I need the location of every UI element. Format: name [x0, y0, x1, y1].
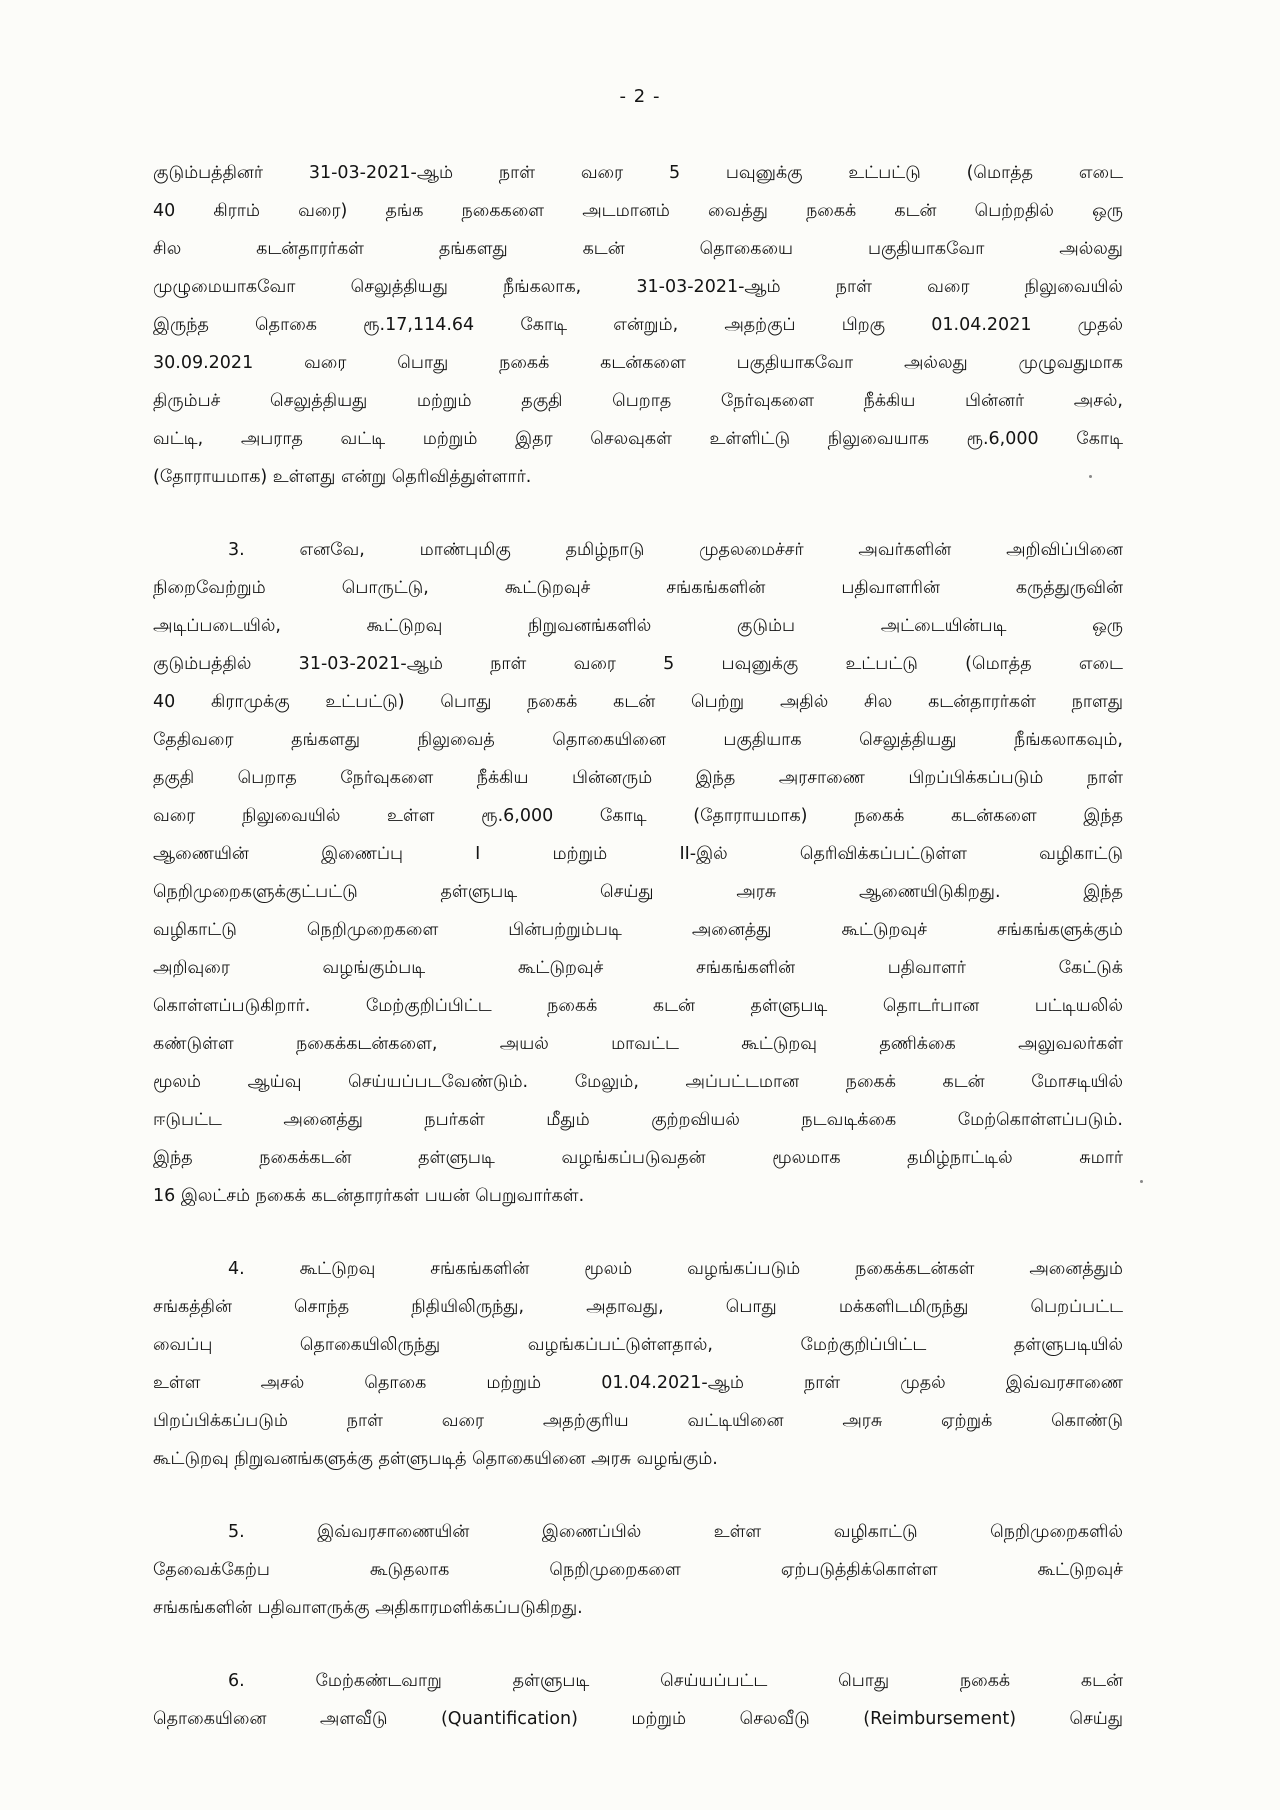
paragraph-line: அறிவுரை வழங்கும்படி கூட்டுறவுச் சங்கங்களின் பதிவாளர் கேட்டுக்	[153, 958, 1123, 978]
paragraph-line: கொள்ளப்படுகிறார். மேற்குறிப்பிட்ட நகைக் கடன் தள்ளுபடி தொடர்பான பட்டியலில்	[153, 996, 1123, 1016]
paragraph-line: 40 கிராம் வரை) தங்க நகைகளை அடமானம் வைத்து நகைக் கடன் பெற்றதில் ஒரு	[153, 201, 1123, 221]
paragraph-line: நெறிமுறைகளுக்குட்பட்டு தள்ளுபடி செய்து அரசு ஆணையிடுகிறது. இந்த	[153, 882, 1123, 902]
scan-speck	[1140, 1180, 1143, 1183]
page-number: - 2 -	[619, 86, 661, 107]
paragraph-line: வைப்பு தொகையிலிருந்து வழங்கப்பட்டுள்ளதால், மேற்குறிப்பிட்ட தள்ளுபடியில்	[153, 1335, 1123, 1355]
scan-speck	[1089, 475, 1092, 478]
paragraph-line: மூலம் ஆய்வு செய்யப்படவேண்டும். மேலும், அப்பட்டமான நகைக் கடன் மோசடியில்	[153, 1072, 1123, 1092]
paragraph-line: அடிப்படையில், கூட்டுறவு நிறுவனங்களில் குடும்ப அட்டையின்படி ஒரு	[153, 616, 1123, 636]
paragraph-line: 4. கூட்டுறவு சங்கங்களின் மூலம் வழங்கப்படும் நகைக்கடன்கள் அனைத்தும்	[228, 1259, 1123, 1279]
paragraph-continuation	[153, 154, 1123, 496]
paragraph-line: இந்த நகைக்கடன் தள்ளுபடி வழங்கப்படுவதன் மூலமாக தமிழ்நாட்டில் சுமார்	[153, 1148, 1123, 1168]
paragraph-line: குடும்பத்தினர் 31-03-2021-ஆம் நாள் வரை 5 பவுனுக்கு உட்பட்டு (மொத்த எடை	[153, 163, 1123, 183]
paragraph-line: முழுமையாகவோ செலுத்தியது நீங்கலாக, 31-03-2021-ஆம் நாள் வரை நிலுவையில்	[153, 277, 1123, 297]
paragraph-line: (தோராயமாக) உள்ளது என்று தெரிவித்துள்ளார்.	[153, 467, 532, 487]
paragraph-line: ஆணையின் இணைப்பு I மற்றும் II-இல் தெரிவிக்கப்பட்டுள்ள வழிகாட்டு	[153, 844, 1123, 864]
paragraph-line: வட்டி, அபராத வட்டி மற்றும் இதர செலவுகள் உள்ளிட்டு நிலுவையாக ரூ.6,000 கோடி	[153, 429, 1123, 449]
paragraph-line: தகுதி பெறாத நேர்வுகளை நீக்கிய பின்னரும் இந்த அரசாணை பிறப்பிக்கப்படும் நாள்	[153, 768, 1123, 788]
paragraph-line: 5. இவ்வரசாணையின் இணைப்பில் உள்ள வழிகாட்டு நெறிமுறைகளில்	[228, 1522, 1123, 1542]
paragraph-line: 6. மேற்கண்டவாறு தள்ளுபடி செய்யப்பட்ட பொது நகைக் கடன்	[228, 1671, 1123, 1691]
paragraph-line: இருந்த தொகை ரூ.17,114.64 கோடி என்றும், அதற்குப் பிறகு 01.04.2021 முதல்	[153, 315, 1123, 335]
paragraph-line: கண்டுள்ள நகைக்கடன்களை, அயல் மாவட்ட கூட்டுறவு தணிக்கை அலுவலர்கள்	[153, 1034, 1123, 1054]
paragraph-line: 30.09.2021 வரை பொது நகைக் கடன்களை பகுதியாகவோ அல்லது முழுவதுமாக	[153, 353, 1123, 373]
paragraph-line: வழிகாட்டு நெறிமுறைகளை பின்பற்றும்படி அனைத்து கூட்டுறவுச் சங்கங்களுக்கும்	[153, 920, 1123, 940]
paragraph-line: நிறைவேற்றும் பொருட்டு, கூட்டுறவுச் சங்கங்களின் பதிவாளரின் கருத்துருவின்	[153, 578, 1123, 598]
paragraph-line: குடும்பத்தில் 31-03-2021-ஆம் நாள் வரை 5 பவுனுக்கு உட்பட்டு (மொத்த எடை	[153, 654, 1123, 674]
paragraph-line: 3. எனவே, மாண்புமிகு தமிழ்நாடு முதலமைச்சர் அவர்களின் அறிவிப்பினை	[228, 540, 1123, 560]
paragraph-line: 16 இலட்சம் நகைக் கடன்தாரர்கள் பயன் பெறுவார்கள்.	[153, 1186, 585, 1206]
paragraph-line: சங்கங்களின் பதிவாளருக்கு அதிகாரமளிக்கப்படுகிறது.	[153, 1598, 583, 1618]
paragraph-line: தேவைக்கேற்ப கூடுதலாக நெறிமுறைகளை ஏற்படுத்திக்கொள்ள கூட்டுறவுச்	[153, 1560, 1123, 1580]
paragraph-line: 40 கிராமுக்கு உட்பட்டு) பொது நகைக் கடன் பெற்று அதில் சில கடன்தாரர்கள் நாளது	[153, 692, 1123, 712]
paragraph-line: சில கடன்தாரர்கள் தங்களது கடன் தொகையை பகுதியாகவோ அல்லது	[153, 239, 1123, 259]
paragraph-line: வரை நிலுவையில் உள்ள ரூ.6,000 கோடி (தோராயமாக) நகைக் கடன்களை இந்த	[153, 806, 1123, 826]
paragraph-line: உள்ள அசல் தொகை மற்றும் 01.04.2021-ஆம் நாள் முதல் இவ்வரசாணை	[153, 1373, 1123, 1393]
paragraph-line: கூட்டுறவு நிறுவனங்களுக்கு தள்ளுபடித் தொகையினை அரசு வழங்கும்.	[153, 1449, 718, 1469]
paragraph-3	[153, 531, 1123, 1215]
paragraph-5	[153, 1513, 1123, 1627]
paragraph-line: சங்கத்தின் சொந்த நிதியிலிருந்து, அதாவது, பொது மக்களிடமிருந்து பெறப்பட்ட	[153, 1297, 1123, 1317]
paragraph-6	[153, 1662, 1123, 1738]
paragraph-line: திரும்பச் செலுத்தியது மற்றும் தகுதி பெறாத நேர்வுகளை நீக்கிய பின்னர் அசல்,	[153, 391, 1123, 411]
paragraph-line: தொகையினை அளவீடு (Quantification) மற்றும் செலவீடு (Reimbursement) செய்து	[153, 1709, 1123, 1729]
paragraph-line: பிறப்பிக்கப்படும் நாள் வரை அதற்குரிய வட்டியினை அரசு ஏற்றுக் கொண்டு	[153, 1411, 1123, 1431]
document-body	[153, 154, 1123, 1773]
paragraph-line: ஈடுபட்ட அனைத்து நபர்கள் மீதும் குற்றவியல் நடவடிக்கை மேற்கொள்ளப்படும்.	[153, 1110, 1123, 1130]
paragraph-4	[153, 1250, 1123, 1478]
paragraph-line: தேதிவரை தங்களது நிலுவைத் தொகையினை பகுதியாக செலுத்தியது நீங்கலாகவும்,	[153, 730, 1123, 750]
